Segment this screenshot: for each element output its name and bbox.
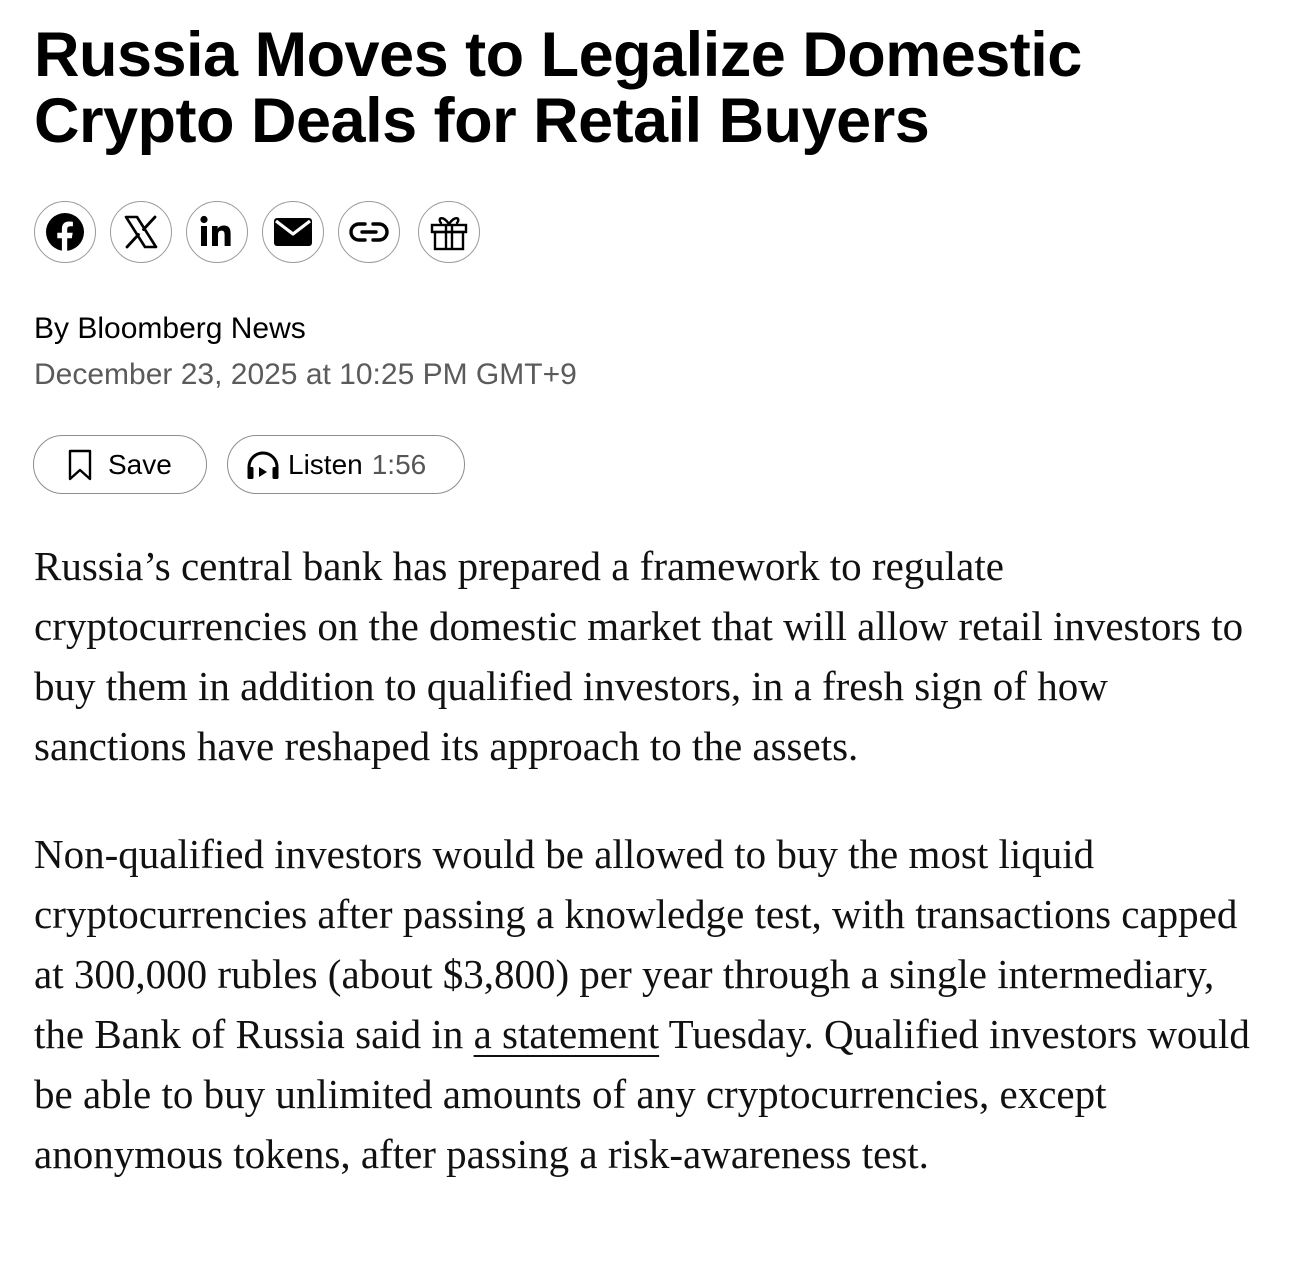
paragraph-text: Non-qualified investors would be allowed to buy the most liquid cryptocurrencies after passing a knowledge test, with transactions capped at 300,000 rubles (about $3,800) per year through a single intermediary, the Bank of Russia said in (34, 831, 1238, 1057)
publish-date: December 23, 2025 at 10:25 PM GMT+9 (34, 358, 577, 391)
headline (34, 22, 1264, 154)
paragraph-text: Tuesday. Qualified investors would be able to buy unlimited amounts of any cryptocurrencies, except anonymous tokens, after passing a risk-awareness test. (34, 1011, 1250, 1177)
article-body (34, 536, 1264, 1184)
statement-link[interactable]: a statement (473, 1011, 660, 1057)
share-bar (34, 201, 480, 263)
byline: By Bloomberg News (34, 312, 306, 345)
gift-icon (429, 212, 469, 252)
share-email-button[interactable] (262, 201, 324, 263)
link-icon (349, 220, 389, 244)
headline-line-2: Crypto Deals for Retail Buyers (34, 86, 930, 156)
headline-line-1: Russia Moves to Legalize Domestic (34, 20, 1082, 90)
share-x-button[interactable] (110, 201, 172, 263)
save-button[interactable] (33, 435, 207, 494)
listen-button[interactable] (227, 435, 465, 494)
facebook-icon (45, 212, 85, 252)
gift-article-button[interactable] (418, 201, 480, 263)
headphones-icon (246, 450, 280, 480)
paragraph: Russia’s central bank has prepared a framework to regulate cryptocurrencies on the domestic market that will allow retail investors to buy them in addition to qualified investors, in a fresh sign of how sanctions have reshaped its approach to the assets. (34, 543, 1244, 769)
bookmark-icon (68, 449, 92, 481)
listen-duration: 1:56 (371, 448, 427, 480)
copy-link-button[interactable] (338, 201, 400, 263)
article-actions (33, 435, 465, 494)
listen-label: Listen (288, 448, 363, 480)
email-icon (273, 217, 313, 247)
paragraph (34, 824, 1264, 1184)
linkedin-icon (199, 214, 235, 250)
share-facebook-button[interactable] (34, 201, 96, 263)
share-linkedin-button[interactable] (186, 201, 248, 263)
save-label: Save (108, 448, 172, 480)
x-icon (124, 215, 158, 249)
